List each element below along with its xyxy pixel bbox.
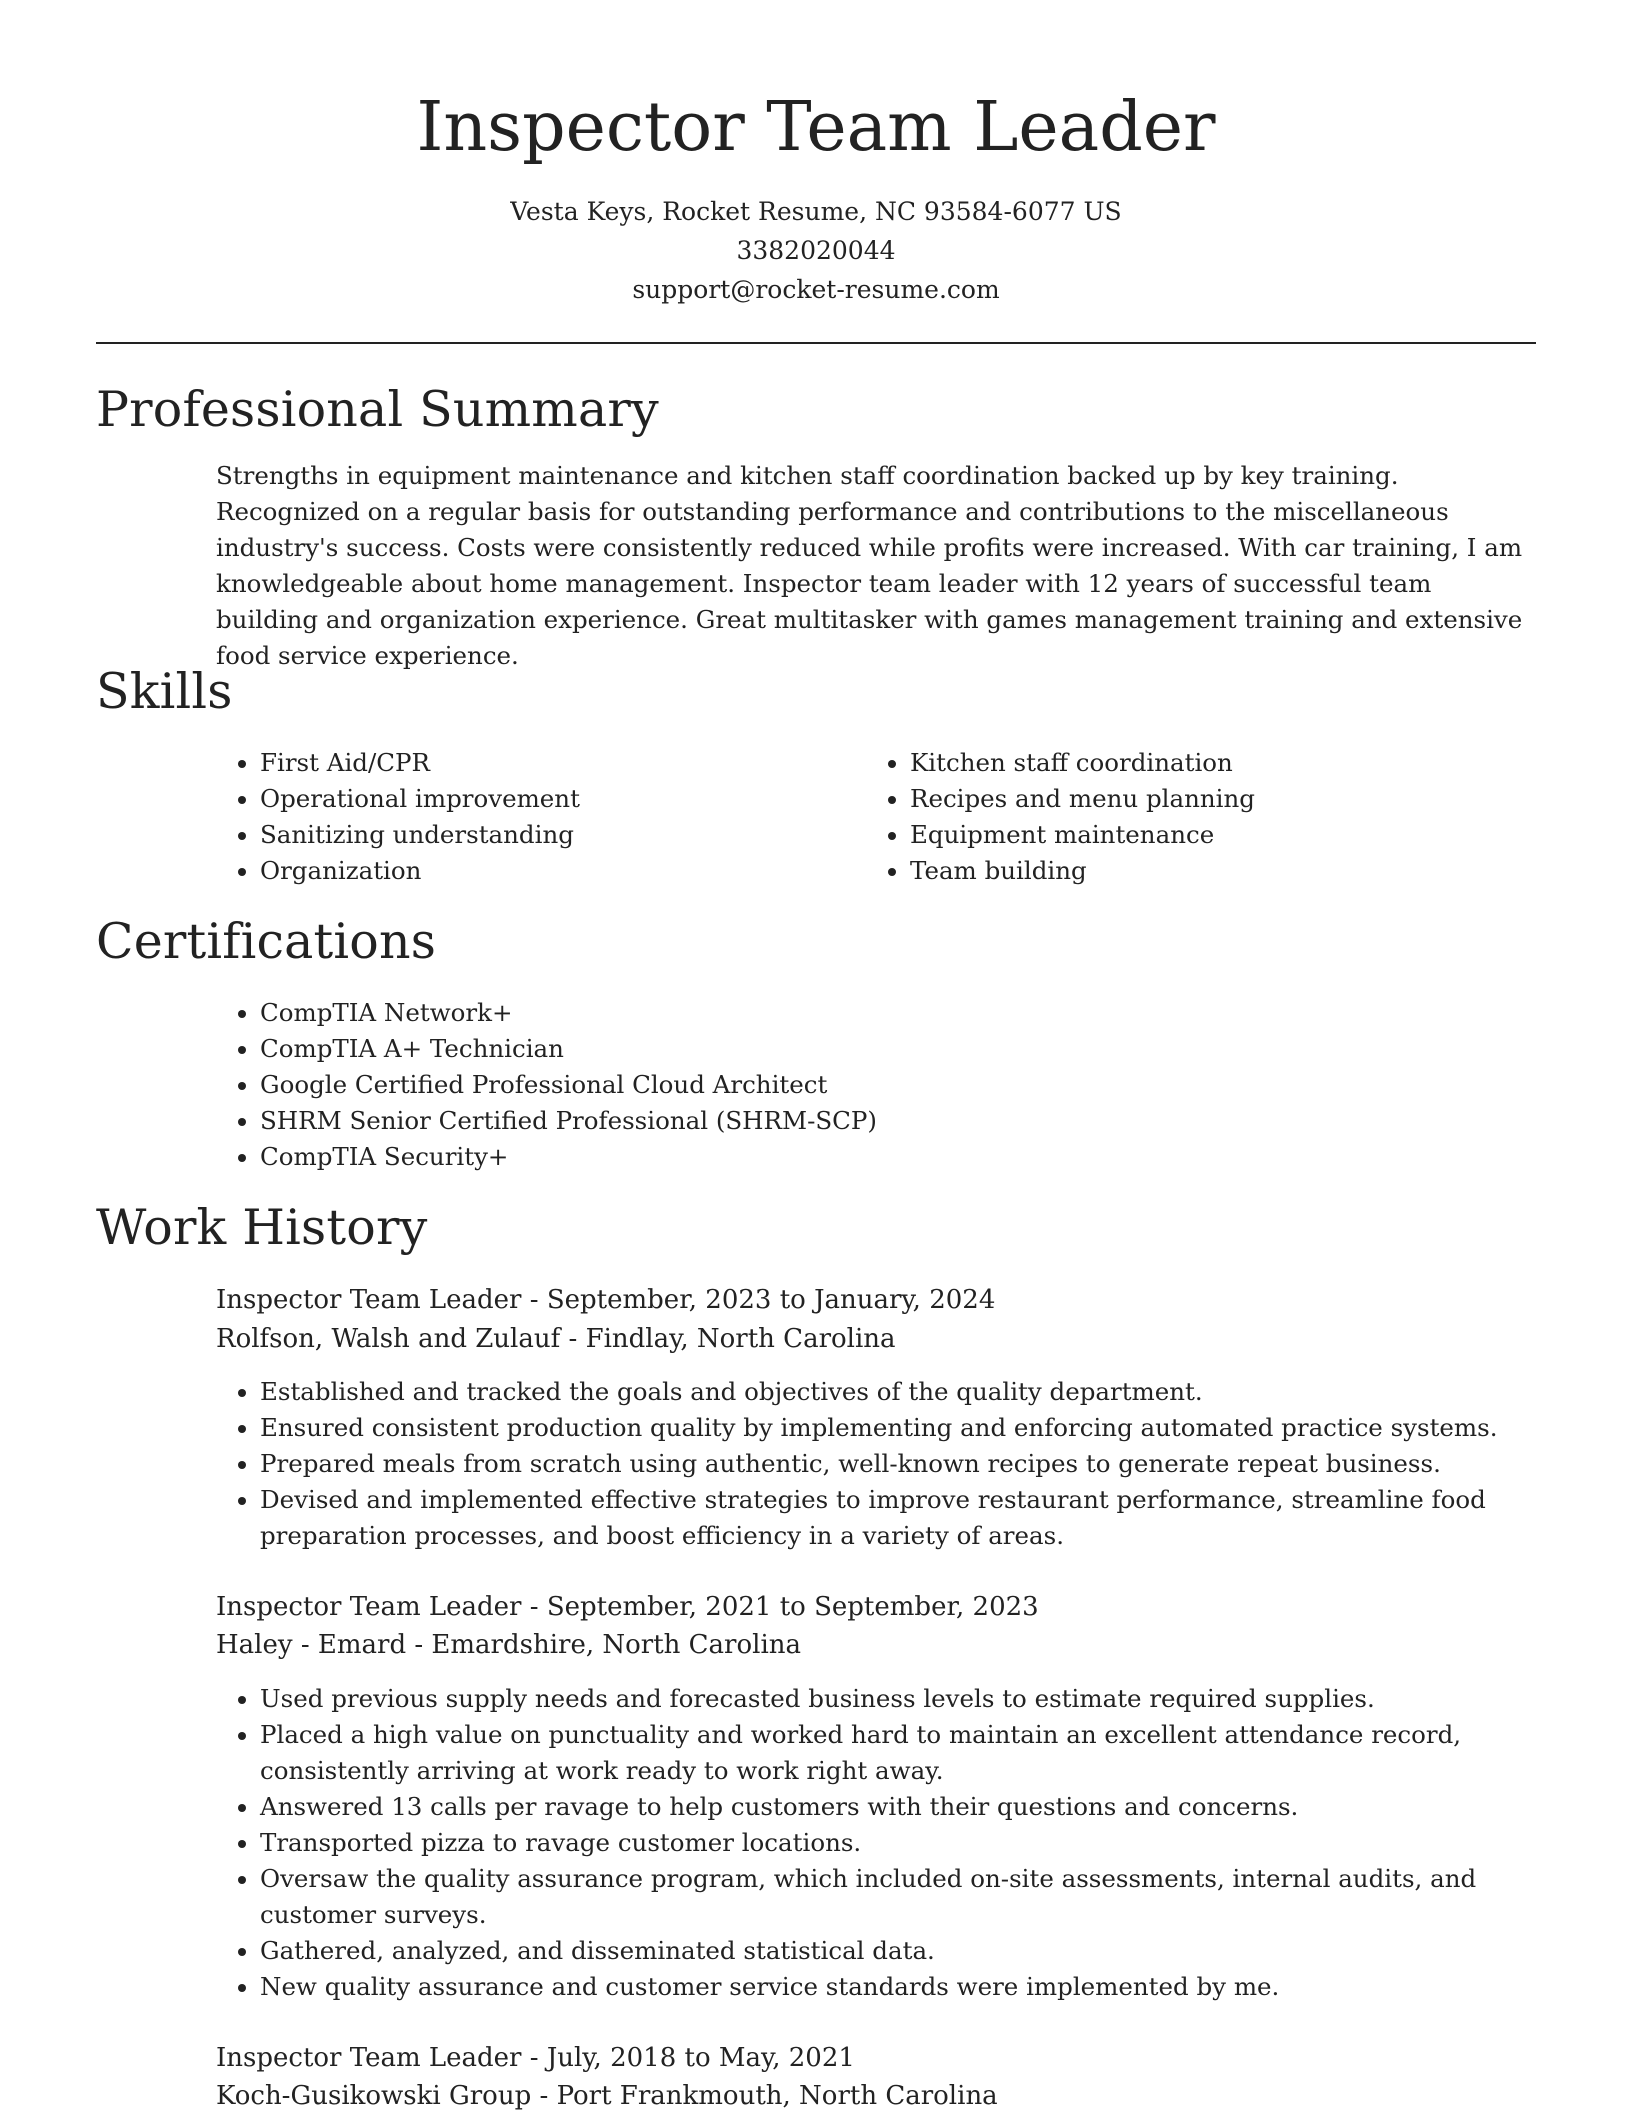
job-company-line: Koch-Gusikowski Group - Port Frankmouth, North Carolina [216, 2081, 998, 2111]
job-bullet: • Devised and implemented effective strategies to improve restaurant performance, streamline food preparation processes, and boost efficiency in a variety of areas. [260, 1482, 1536, 1554]
job-bullet: • Transported pizza to ravage customer locations. [260, 1825, 1536, 1861]
job-location: Emardshire, North Carolina [431, 1630, 802, 1660]
job-title-line: Inspector Team Leader - September, 2023 to January, 2024 [216, 1285, 996, 1315]
job-title-line: Inspector Team Leader - July, 2018 to May, 2021 [216, 2043, 855, 2073]
certification-item: • CompTIA Security+ [260, 1139, 1460, 1175]
header-divider [96, 342, 1536, 344]
certification-item: • Google Certified Professional Cloud Architect [260, 1067, 1460, 1103]
job-bullet: • Ensured consistent production quality by implementing and enforcing automated practice systems. [260, 1410, 1536, 1446]
skill-item: • Organization [260, 853, 860, 889]
certification-item: • SHRM Senior Certified Professional (SHRM-SCP) [260, 1103, 1460, 1139]
skills-list-right [866, 745, 1510, 889]
skill-item: • Sanitizing understanding [260, 817, 860, 853]
job-dates: September, 2021 to September, 2023 [546, 1592, 1039, 1622]
contact-email: support@rocket-resume.com [632, 275, 1000, 304]
job-dates: July, 2018 to May, 2021 [546, 2043, 855, 2073]
skills-list-left [216, 745, 860, 889]
job-bullet: • Established and tracked the goals and objectives of the quality department. [260, 1374, 1536, 1410]
job-location: Findlay, North Carolina [585, 1324, 896, 1354]
job-bullet: • Used previous supply needs and forecasted business levels to estimate required supplies. [260, 1681, 1536, 1717]
contact-address: Vesta Keys, Rocket Resume, NC 93584-6077 US [510, 197, 1122, 226]
job-bullet: • Prepared meals from scratch using authentic, well-known recipes to generate repeat business. [260, 1446, 1536, 1482]
summary-heading: Professional Summary [96, 381, 659, 438]
contact-block [96, 192, 1536, 309]
skill-item: • Kitchen staff coordination [910, 745, 1510, 781]
job-title: Inspector Team Leader [216, 1285, 522, 1315]
skill-item: • Equipment maintenance [910, 817, 1510, 853]
job-bullets [216, 1374, 1536, 1554]
job-title: Inspector Team Leader [216, 1592, 522, 1622]
skill-item: • First Aid/CPR [260, 745, 860, 781]
job-dates: September, 2023 to January, 2024 [546, 1285, 996, 1315]
contact-phone: 3382020044 [736, 236, 896, 265]
job-bullet: • Answered 13 calls per ravage to help customers with their questions and concerns. [260, 1789, 1536, 1825]
work-history-heading: Work History [96, 1199, 428, 1256]
skill-item: • Recipes and menu planning [910, 781, 1510, 817]
job-bullets [216, 1681, 1536, 2005]
certifications-list [216, 995, 1460, 1175]
job-company-line: Rolfson, Walsh and Zulauf - Findlay, North Carolina [216, 1324, 896, 1354]
job-bullet: • Oversaw the quality assurance program, which included on-site assessments, internal audits, and customer surveys. [260, 1861, 1536, 1933]
certifications-heading: Certifications [96, 913, 437, 970]
job-bullet: • Gathered, analyzed, and disseminated statistical data. [260, 1933, 1536, 1969]
job-bullet: • Placed a high value on punctuality and worked hard to maintain an excellent attendance record, consistently arriving at work ready to work right away. [260, 1717, 1536, 1789]
skills-heading: Skills [96, 663, 233, 720]
skill-item: • Operational improvement [260, 781, 860, 817]
job-company: Koch-Gusikowski Group [216, 2081, 532, 2111]
resume-name-heading: Inspector Team Leader [416, 88, 1216, 167]
certification-item: • CompTIA A+ Technician [260, 1031, 1460, 1067]
job-location: Port Frankmouth, North Carolina [556, 2081, 998, 2111]
certification-item: • CompTIA Network+ [260, 995, 1460, 1031]
job-company: Rolfson, Walsh and Zulauf [216, 1324, 561, 1354]
summary-text: Strengths in equipment maintenance and kitchen staff coordination backed up by key training. Recognized on a regular basis for outstanding performance and contributions to the miscellaneous industry's success. Costs were consistently reduced while profits were increased. With car training, I am knowledgeable about home management. Inspector team leader with 12 years of successful team building and organization experience. Great multitasker with games management training and extensive food service experience. [216, 461, 1523, 670]
job-company-line: Haley - Emard - Emardshire, North Carolina [216, 1630, 802, 1660]
job-bullet: • New quality assurance and customer service standards were implemented by me. [260, 1969, 1536, 2005]
job-title-line: Inspector Team Leader - September, 2021 to September, 2023 [216, 1592, 1039, 1622]
job-title: Inspector Team Leader [216, 2043, 522, 2073]
job-company: Haley - Emard [216, 1630, 407, 1660]
skill-item: • Team building [910, 853, 1510, 889]
